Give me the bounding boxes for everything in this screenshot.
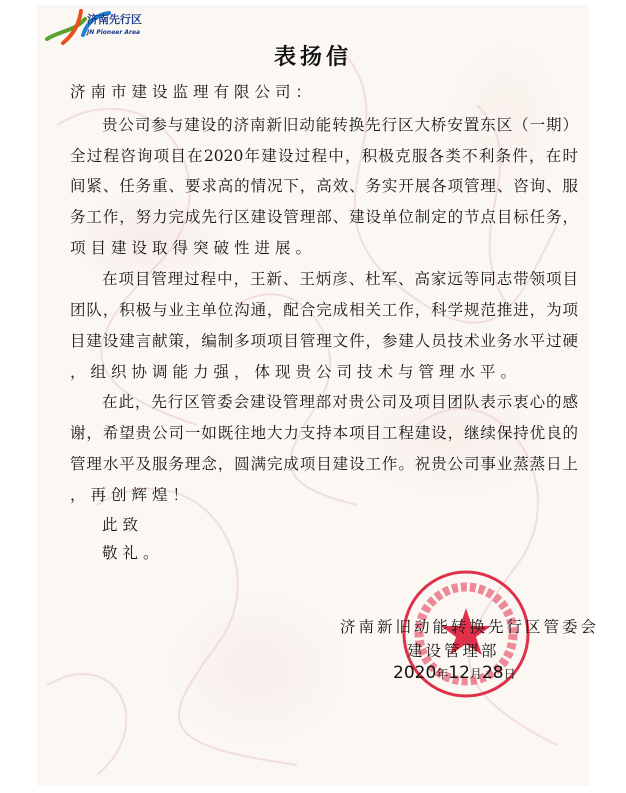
signature-department: 建设管理部 <box>407 642 500 660</box>
paragraph-line: 间紧、任务重、要求高的情况下，高效、务实开展各项管理、咨询、服 <box>70 177 578 195</box>
salutation: 济南市建设监理有限公司： <box>70 83 317 101</box>
paragraph-line: 谢，希望贵公司一如既往地大力支持本项目工程建设，继续保持优良的 <box>70 424 578 442</box>
letter-title: 表扬信 <box>273 44 352 70</box>
paragraph-line: 团队，积极与业主单位沟通，配合完成相关工作，科学规范推进，为项 <box>70 301 578 319</box>
logo-name-en: JN Pioneer Area <box>87 29 141 36</box>
closing-line: 敬礼。 <box>102 544 164 562</box>
paragraph-line: 项目建设取得突破性进展。 <box>70 239 317 257</box>
paragraph-line: 管理水平及服务理念，圆满完成项目建设工作。祝贵公司事业蒸蒸日上 <box>70 455 578 473</box>
paragraph-line: 在此，先行区管委会建设管理部对贵公司及项目团队表示衷心的感 <box>102 393 578 411</box>
signature-organization: 济南新旧动能转换先行区管委会 <box>340 618 600 636</box>
paragraph-line: ，组织协调能力强，体现贵公司技术与管理水平。 <box>70 363 522 381</box>
paragraph-line: ，再创辉煌！ <box>70 486 194 504</box>
paragraph-line: 全过程咨询项目在2020年建设过程中，积极克服各类不利条件，在时 <box>70 147 578 165</box>
signature-date: 2020年12月28日 <box>393 663 516 683</box>
paragraph-line: 在项目管理过程中，王新、王炳彦、杜军、高家远等同志带领项目 <box>102 270 578 288</box>
letter-page <box>37 5 600 786</box>
paragraph-line: 贵公司参与建设的济南新旧动能转换先行区大桥安置东区（一期） <box>102 116 578 134</box>
closing-line: 此致 <box>102 516 144 534</box>
logo-name-cn: 济南先行区 <box>87 13 142 26</box>
paragraph-line: 务工作，努力完成先行区建设管理部、建设单位制定的节点目标任务， <box>70 208 578 226</box>
paragraph-line: 目建设建言献策，编制多项项目管理文件，参建人员技术业务水平过硬 <box>70 332 578 350</box>
